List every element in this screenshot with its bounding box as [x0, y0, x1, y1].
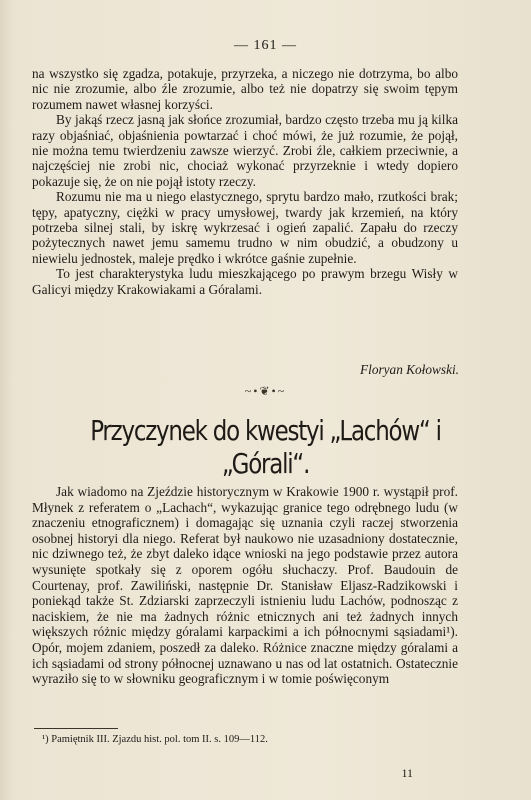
paragraph: Rozumu nie ma u niego elastycznego, sprytu bardzo mało, rzutkości brak; tępy, apatyczny, ciężki w pracy umysłowej, twardy jak krzemień, na który potrzeba silnej stali, by iskrę wykrzesać i ogień zapalić. Zapału do rzeczy pożytecznych nawet jemu samemu trudno w nim obudzić, a obudzony u niewielu jednostek, maleje prędko i wkrótce gaśnie zupełnie.: [32, 189, 458, 266]
paragraph: Jak wiadomo na Zjeździe historycznym w Krakowie 1900 r. wystąpił prof. Młynek z referatem o „Lachach“, wykazując granice tego odrębnego ludu (w znaczeniu etnograficznem) i domagając się uznania czyli raczej stworzenia osobnej historyi dla niego. Referat był naukowo nie uzasadniony dostatecznie, nic dziwnego też, że zbyt daleko idące wnioski na jego podstawie przez autora wysunięte spotkały się z oporem ogółu słuchaczy. Prof. Baudouin de Courtenay, prof. Zawiliński, następnie Dr. Stanisław Eljasz-Radzikowski i poniekąd także St. Zdziarski zaprzeczyli istnieniu ludu Lachów, podnosząc z naciskiem, że nie ma żadnych różnic etnicznych ani też żadnych innych większych różnic między góralami karpackimi a ich północnymi sąsiadami¹). Opór, mojem zdaniem, poszedł za daleko. Różnice znaczne między góralami a ich sąsiadami od strony północnej uznawano u nas od lat ostatnich. Ostatecznie wyraziło się to w słowniku geograficznym i w tomie poświęconym: [32, 484, 458, 687]
section-two-text: [32, 484, 458, 687]
sheet-mark: 11: [401, 766, 413, 780]
paragraph: na wszystko się zgadza, potakuje, przyrzeka, a niczego nie dotrzyma, bo albo nic nie zrozumie, albo źle zrozumie, albo też nie dopatrzy się swoim tępym rozumem nawet własnej korzyści.: [32, 66, 458, 112]
paragraph: By jakąś rzecz jasną jak słońce zrozumiał, bardzo często trzeba mu ją kilka razy objaśniać, objaśnienia powtarzać i choć mówi, że już rozumie, że pojął, nie można temu twierdzeniu zawsze wierzyć. Zrobi źle, całkiem przeciwnie, a najczęściej nie zrobi nic, chociaż wykonać przyrzeknie i wtedy dopiero pokazuje się, że on nie pojął istoty rzeczy.: [32, 112, 458, 189]
article-heading: Przyczynek do kwestyi „Lachów“ i „Górali“.: [90, 414, 441, 480]
footnote-rule: [34, 728, 118, 729]
author-signature: Floryan Kołowski.: [360, 362, 459, 377]
section-one-text: [32, 66, 458, 297]
paragraph: To jest charakterystyka ludu mieszkającego po prawym brzegu Wisły w Galicyi między Krakowiakami a Góralami.: [32, 266, 458, 297]
page-number: — 161 —: [234, 38, 297, 53]
footnote: ¹) Pamiętnik III. Zjazdu hist. pol. tom II. s. 109—112.: [42, 734, 268, 745]
ornament-divider: ~•❦•~: [244, 384, 287, 398]
